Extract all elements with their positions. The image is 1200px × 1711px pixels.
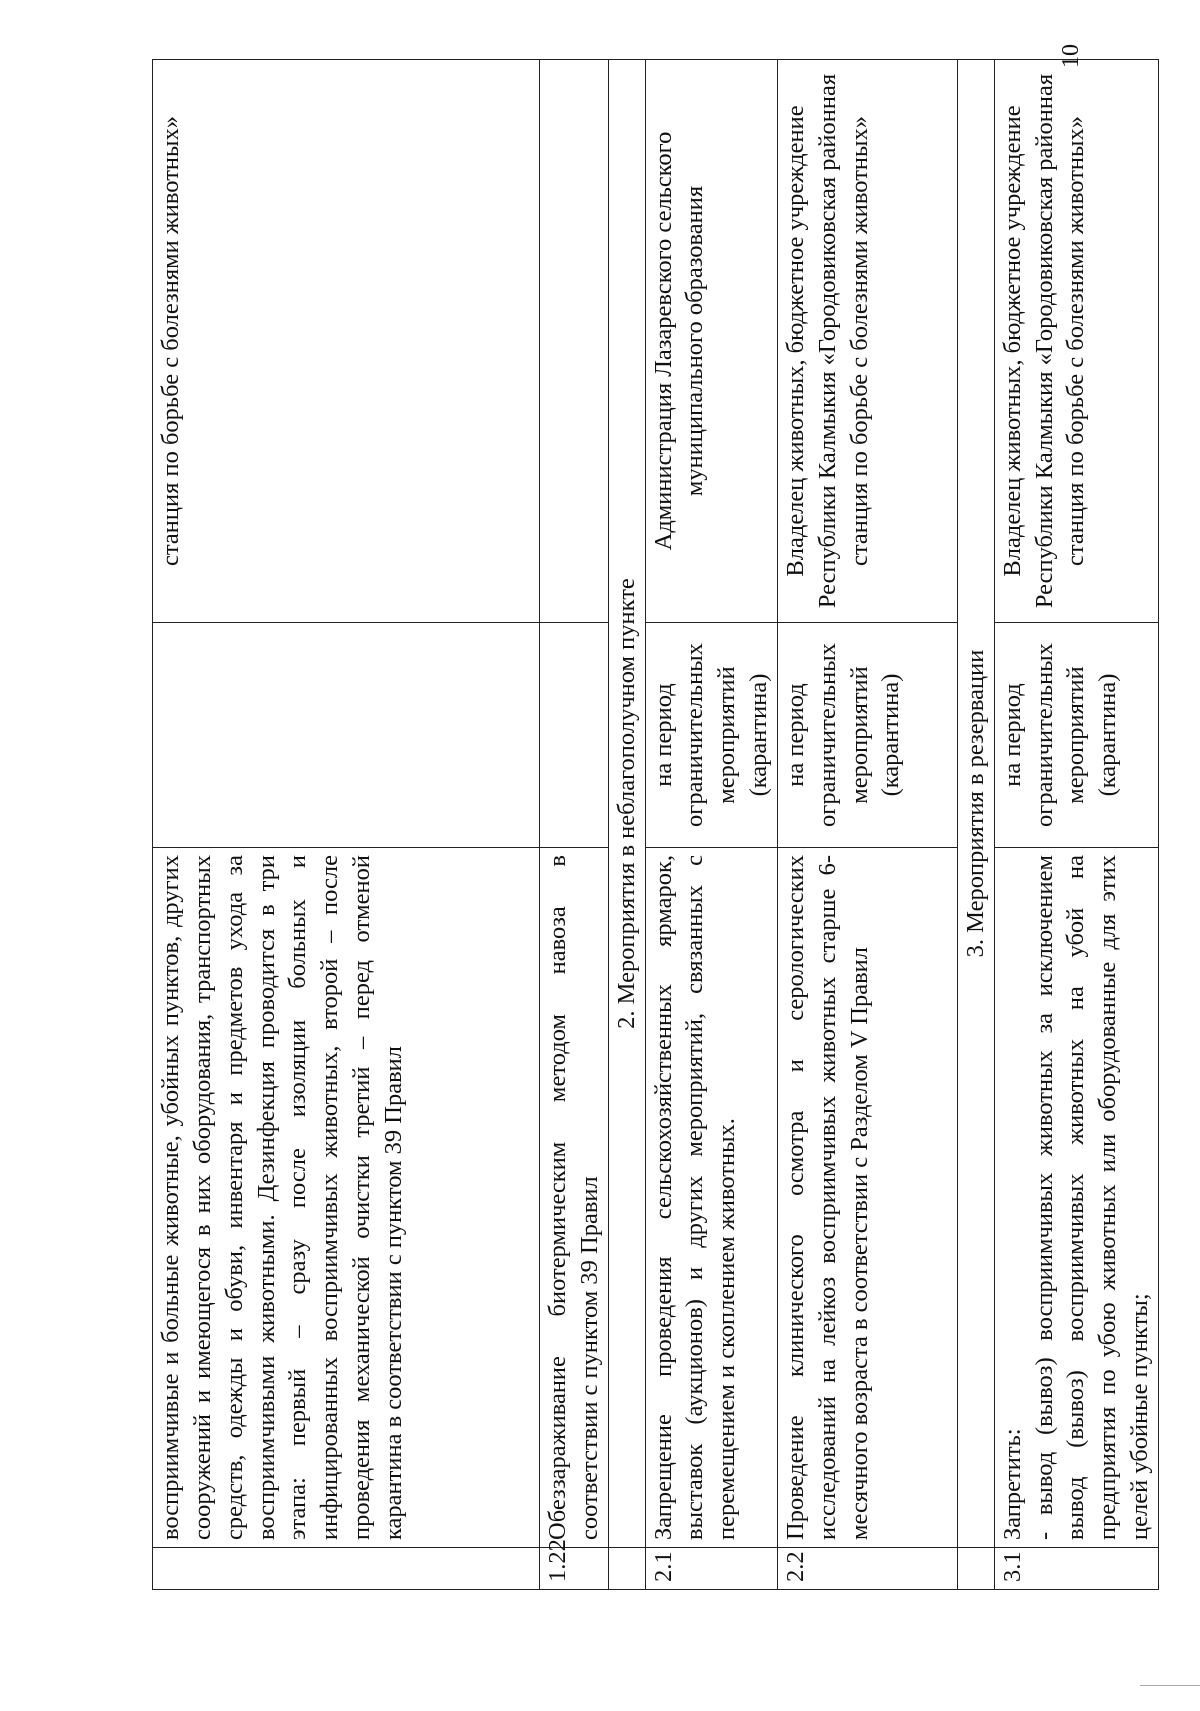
row-number-cell [153, 1548, 540, 1590]
measure-text-cell: Проведение клинического осмотра и серологических исследований на лейкоз восприимчивых животных старше 6-месячного возраста в соответствии с Разделом V Правил [777, 848, 957, 1548]
table-row [994, 60, 1158, 1590]
row-number-cell [608, 1548, 645, 1590]
section-heading: 2. Мероприятия в неблагополучном пункте [608, 60, 645, 1548]
row-number-cell [957, 1548, 994, 1590]
measure-text-cell [994, 848, 1158, 1548]
table-row [153, 60, 540, 1590]
measure-text-cell: восприимчивые и больные животные, убойных пунктов, других сооружений и имеющегося в них оборудования, транспортных средств, одежды и обуви, инвентаря и предметов ухода за восприимчивыми животными. Дезинфекция проводится в три этапа: первый – сразу после изоляции больных и инфицированных восприимчивых животных, второй – после проведения механической очистки третий – перед отменой карантина в соответствии с пунктом 39 Правил [153, 848, 540, 1548]
row-number-cell: 3.1 [994, 1548, 1158, 1590]
responsible-cell: Владелец животных, бюджетное учреждение Республики Калмыкия «Городовиковская районная станция по борьбе с болезнями животных» [994, 60, 1158, 623]
row-number-cell: 1.22 [540, 1548, 609, 1590]
measure-text-cell: Обеззараживание биотермическим методом навоза в соответствии с пунктом 39 Правил [540, 848, 609, 1548]
term-cell: на период ограничительных мероприятий (карантина) [777, 623, 957, 848]
term-cell: на период ограничительных мероприятий (карантина) [994, 623, 1158, 848]
table-row [540, 60, 609, 1590]
section-row [608, 60, 645, 1590]
page-number: 10 [1058, 44, 1084, 68]
row-number-cell: 2.1 [645, 1548, 777, 1590]
responsible-cell: Владелец животных, бюджетное учреждение Республики Калмыкия «Городовиковская районная станция по борьбе с болезнями животных» [777, 60, 957, 623]
table-row [645, 60, 777, 1590]
measure-text-cell: Запрещение проведения сельскохозяйственных ярмарок, выставок (аукционов) и других мероприятий, связанных с перемещением и скоплением животных. [645, 848, 777, 1548]
term-cell [153, 623, 540, 848]
table-row [777, 60, 957, 1590]
term-cell: на период ограничительных мероприятий (карантина) [645, 623, 777, 848]
row-number-cell: 2.2 [777, 1548, 957, 1590]
responsible-cell [540, 60, 609, 623]
section-heading: 3. Мероприятия в резервации [957, 60, 994, 1548]
measure-intro: Запретить: [998, 1428, 1026, 1540]
responsible-cell: станция по борьбе с болезнями животных» [153, 60, 540, 623]
scan-artifact-line [1140, 1685, 1200, 1686]
term-cell [540, 623, 609, 848]
section-row [957, 60, 994, 1590]
responsible-cell: Администрация Лазаревского сельского муниципального образования [645, 60, 777, 623]
measure-list-item: - вывод (вывоз) восприимчивых животных за исключением вывод (вывоз) восприимчивых животных на убой на предприятия по убою животных или оборудованные для этих целей убойные пункты; [1030, 855, 1154, 1540]
measures-table [152, 59, 1159, 1590]
rotated-table-container [152, 60, 1154, 1590]
